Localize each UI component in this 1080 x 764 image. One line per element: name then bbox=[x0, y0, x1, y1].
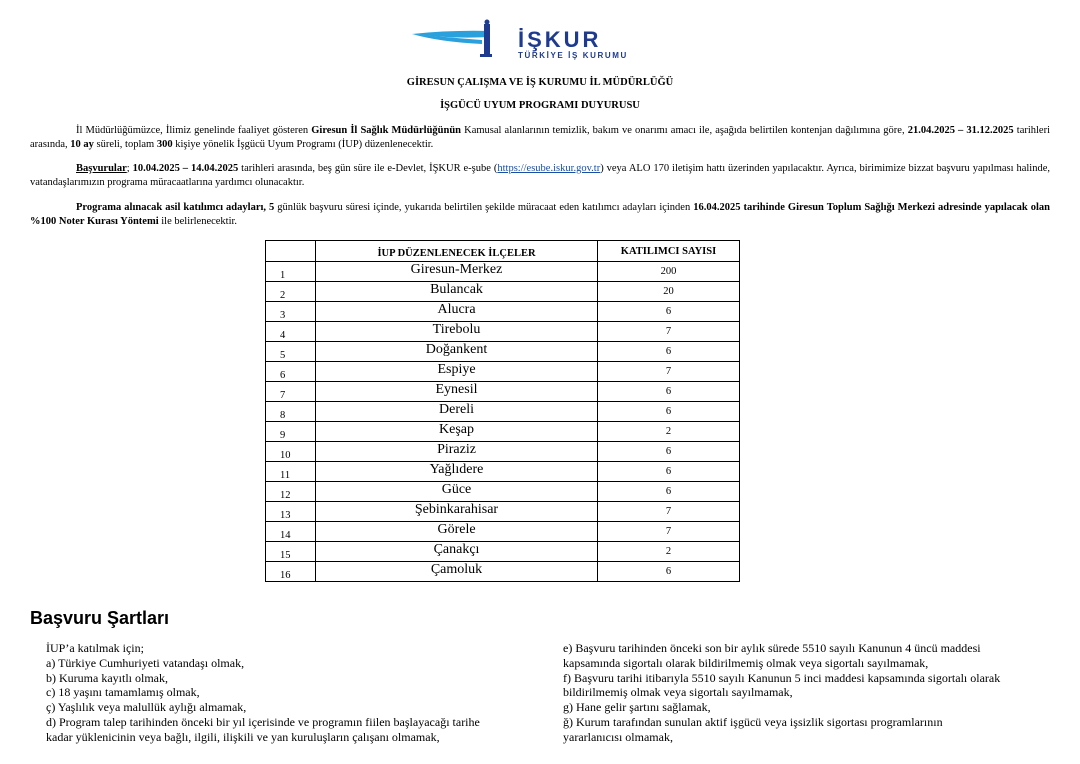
participant-count: 6 bbox=[598, 382, 740, 402]
row-number: 3 bbox=[266, 302, 316, 322]
participant-count: 7 bbox=[598, 362, 740, 382]
table-row bbox=[266, 482, 740, 502]
application-paragraph: Başvurular; 10.04.2025 – 14.04.2025 tarihleri arasında, beş gün süre ile e-Devlet, İŞKUR e-şube (https://esube.iskur.gov.tr) veya ALO 170 iletişim hattı üzerinden yapılacaktır. Ayrıca, birimimize bizzat başvuru yapılması halinde, vatandaşlarımızın programa müracaatlarına yardımcı olunacaktır. bbox=[30, 163, 1050, 188]
row-number: 9 bbox=[266, 422, 316, 442]
requirement-line: f) Başvuru tarihi itibarıyla 5510 sayılı Kanunun 5 inci maddesi kapsamında sigortalı olarak bbox=[563, 670, 1001, 685]
participant-count: 2 bbox=[598, 542, 740, 562]
district-name: Giresun-Merkez bbox=[316, 262, 598, 282]
row-number: 10 bbox=[266, 442, 316, 462]
table-row bbox=[266, 362, 740, 382]
requirement-line: g) Hane gelir şartını sağlamak, bbox=[563, 700, 711, 715]
row-number: 7 bbox=[266, 382, 316, 402]
district-name: Yağlıdere bbox=[316, 462, 598, 482]
table-row bbox=[266, 502, 740, 522]
participant-count: 6 bbox=[598, 342, 740, 362]
announcement-title: İŞGÜCÜ UYUM PROGRAMI DUYURUSU bbox=[440, 100, 640, 111]
row-number: 2 bbox=[266, 282, 316, 302]
table-header-row bbox=[266, 241, 740, 262]
logo-name: İŞKUR bbox=[518, 27, 602, 52]
table-header-no bbox=[266, 241, 316, 262]
requirement-line: bildirilmemiş olmak veya sigortalı sayılmamak, bbox=[563, 685, 793, 700]
district-name: Çamoluk bbox=[316, 562, 598, 582]
requirement-line: c) 18 yaşını tamamlamış olmak, bbox=[46, 685, 200, 700]
district-name: Bulancak bbox=[316, 282, 598, 302]
district-name: Çanakçı bbox=[316, 542, 598, 562]
table-header-districts: İUP DÜZENLENECEK İLÇELER bbox=[316, 241, 598, 262]
row-number: 14 bbox=[266, 522, 316, 542]
district-name: Şebinkarahisar bbox=[316, 502, 598, 522]
table-row bbox=[266, 562, 740, 582]
participant-count: 6 bbox=[598, 302, 740, 322]
requirement-line: b) Kuruma kayıtlı olmak, bbox=[46, 670, 168, 685]
district-name: Dereli bbox=[316, 402, 598, 422]
requirement-line: yararlanıcısı olmamak, bbox=[563, 729, 673, 744]
row-number: 1 bbox=[266, 262, 316, 282]
requirement-line: e) Başvuru tarihinden önceki son bir aylık sürede 5510 sayılı Kanunun 4 üncü maddesi bbox=[563, 641, 981, 655]
row-number: 15 bbox=[266, 542, 316, 562]
participant-count: 7 bbox=[598, 322, 740, 342]
requirements-title: Başvuru Şartları bbox=[30, 608, 170, 628]
requirement-line: kadar yüklenicinin veya bağlı, ilgili, ilişkili ve yan kuruluşların çalışanı olmamak, bbox=[46, 729, 440, 744]
district-name: Eynesil bbox=[316, 382, 598, 402]
district-name: Güce bbox=[316, 482, 598, 502]
table-row bbox=[266, 422, 740, 442]
table-row bbox=[266, 542, 740, 562]
org-title: GİRESUN ÇALIŞMA VE İŞ KURUMU İL MÜDÜRLÜĞÜ bbox=[406, 77, 674, 88]
table-row bbox=[266, 342, 740, 362]
participant-count: 6 bbox=[598, 402, 740, 422]
row-number: 8 bbox=[266, 402, 316, 422]
participant-count: 7 bbox=[598, 502, 740, 522]
table-row bbox=[266, 262, 740, 282]
district-quota-table bbox=[265, 240, 740, 582]
district-name: Doğankent bbox=[316, 342, 598, 362]
table-row bbox=[266, 382, 740, 402]
requirement-line: ç) Yaşlılık veya malullük aylığı almamak, bbox=[46, 700, 247, 715]
requirement-line: d) Program talep tarihinden önceki bir yıl içerisinde ve programın fiilen başlayacağı tarihe bbox=[46, 714, 480, 729]
row-number: 16 bbox=[266, 562, 316, 582]
participant-count: 20 bbox=[598, 282, 740, 302]
table-row bbox=[266, 442, 740, 462]
row-number: 11 bbox=[266, 462, 316, 482]
table-row bbox=[266, 522, 740, 542]
district-name: Görele bbox=[316, 522, 598, 542]
district-name: Alucra bbox=[316, 302, 598, 322]
esube-link[interactable]: https://esube.iskur.gov.tr bbox=[497, 163, 601, 174]
participant-count: 200 bbox=[598, 262, 740, 282]
requirements-left-column bbox=[46, 641, 480, 745]
row-number: 6 bbox=[266, 362, 316, 382]
district-name: Keşap bbox=[316, 422, 598, 442]
table-row bbox=[266, 302, 740, 322]
intro-paragraph: İl Müdürlüğümüzce, İlimiz genelinde faaliyet gösteren Giresun İl Sağlık Müdürlüğünün Kamusal alanlarının temizlik, bakım ve onarımı amacı ile, aşağıda belirtilen kontenjan dağılımına göre, 21.04.2025 – 31.12.2025 tarihleri arasında, 10 ay süreli, toplam 300 kişiye yönelik İşgücü Uyum Programı (İUP) düzenlenecektir. bbox=[30, 125, 1051, 150]
logo-subtitle: TÜRKİYE İŞ KURUMU bbox=[518, 51, 628, 60]
requirement-line: İUP’a katılmak için; bbox=[46, 641, 144, 655]
table-row bbox=[266, 322, 740, 342]
table-row bbox=[266, 462, 740, 482]
participant-count: 7 bbox=[598, 522, 740, 542]
table-row bbox=[266, 282, 740, 302]
participant-count: 2 bbox=[598, 422, 740, 442]
district-name: Espiye bbox=[316, 362, 598, 382]
requirements-right-column bbox=[563, 641, 1000, 745]
requirement-line: ğ) Kurum tarafından sunulan aktif işgücü veya işsizlik sigortası programlarının bbox=[563, 714, 943, 729]
district-name: Piraziz bbox=[316, 442, 598, 462]
requirement-line: a) Türkiye Cumhuriyeti vatandaşı olmak, bbox=[46, 655, 245, 670]
lottery-paragraph: Programa alınacak asil katılımcı adayları, 5 günlük başvuru süresi içinde, yukarıda belirtilen şekilde müracaat eden katılımcı adayları içinden 16.04.2025 tarihinde Giresun Toplum Sağlığı Merkezi adresinde yapılacak olan %100 Noter Kurası Yöntemi ile belirlenecektir. bbox=[30, 202, 1050, 227]
table-row bbox=[266, 402, 740, 422]
row-number: 12 bbox=[266, 482, 316, 502]
requirement-line: kapsamında sigortalı olarak bildirilmemiş olmak veya sigortalı sayılmamak, bbox=[563, 655, 929, 670]
district-name: Tirebolu bbox=[316, 322, 598, 342]
table-header-count: KATILIMCI SAYISI bbox=[598, 241, 740, 262]
row-number: 4 bbox=[266, 322, 316, 342]
iskur-logo bbox=[518, 27, 628, 60]
participant-count: 6 bbox=[598, 462, 740, 482]
participant-count: 6 bbox=[598, 442, 740, 462]
participant-count: 6 bbox=[598, 562, 740, 582]
row-number: 13 bbox=[266, 502, 316, 522]
participant-count: 6 bbox=[598, 482, 740, 502]
row-number: 5 bbox=[266, 342, 316, 362]
